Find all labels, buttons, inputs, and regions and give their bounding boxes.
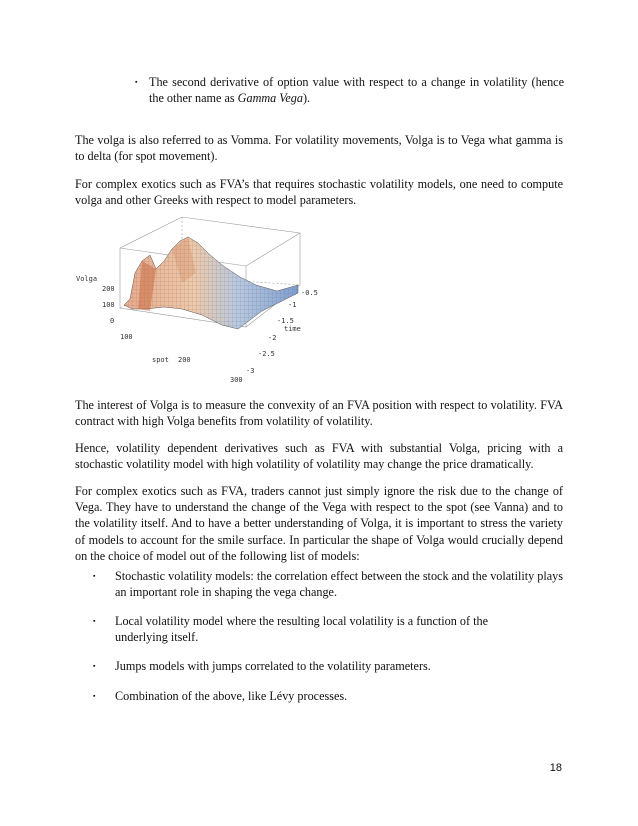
bullet-marker: ▪ (93, 617, 96, 625)
y-tick: -3 (246, 367, 255, 375)
top-bullet-text: The second derivative of option value with respect to a change in volatility (hence the other name as Gamma Vega). (149, 75, 564, 106)
model-bullet (93, 613, 563, 645)
model-bullet (93, 688, 563, 704)
y-tick: -0.5 (301, 289, 318, 297)
z-tick: 100 (102, 301, 115, 309)
model-bullet (93, 658, 563, 674)
volga-surface-figure (72, 213, 332, 385)
y-tick: -2.5 (258, 350, 275, 358)
x-tick: 100 (120, 333, 133, 341)
x-tick: 300 (230, 376, 243, 384)
bullet-marker: ▪ (135, 78, 138, 86)
x-axis-label: spot (152, 356, 169, 364)
model-bullet-text: Combination of the above, like Lévy processes. (115, 689, 348, 703)
paragraph-stochastic-volatility: For complex exotics such as FVA’s that requires stochastic volatility models, one need to compute volga and other Greeks with respect to model parameters. (75, 177, 563, 208)
model-bullet-text: Jumps models with jumps correlated to the volatility parameters. (115, 659, 431, 673)
z-axis-label: Volga (76, 275, 98, 283)
model-bullet-text: Stochastic volatility models: the correlation effect between the stock and the volatility plays an important role in shaping the vega change. (115, 569, 563, 600)
top-bullet (135, 74, 564, 106)
y-axis-label: time (284, 325, 301, 333)
model-bullet-text: Local volatility model where the resulting local volatility is a function of the underlying itself. (115, 614, 488, 645)
page-number: 18 (549, 762, 562, 774)
paragraph-vomma: The volga is also referred to as Vomma. For volatility movements, Volga is to Vega what gamma is to delta (for spot movement). (75, 133, 563, 164)
bullet-marker: ▪ (93, 572, 96, 580)
bullet-marker: ▪ (93, 692, 96, 700)
bullet-marker: ▪ (93, 662, 96, 670)
y-tick: -1.5 (277, 317, 294, 325)
paragraph-volatility-dependent: Hence, volatility dependent derivatives such as FVA with substantial Volga, pricing with a stochastic volatility model with high volatility of volatility may change the price dramatically. (75, 441, 563, 472)
y-tick: -2 (268, 334, 277, 342)
z-tick: 200 (102, 285, 115, 293)
paragraph-complex-exotics: For complex exotics such as FVA, traders cannot just simply ignore the risk due to the change of Vega. They have to understand the change of the Vega with respect to the spot (see Vanna) and to the volatility itself. And to have a better understanding of Volga, it is important to stress the variety of models to account for the smile surface. In particular the shape of Volga would crucially depend on the choice of model out of the following list of models: (75, 484, 563, 563)
y-tick: -1 (288, 301, 297, 309)
x-tick: 200 (178, 356, 191, 364)
z-tick: 0 (110, 317, 115, 325)
volga-surface (124, 237, 298, 329)
paragraph-interest-of-volga: The interest of Volga is to measure the convexity of an FVA position with respect to volatility. FVA contract with high Volga benefits from volatility of volatility. (75, 398, 563, 429)
gamma-vega-term: Gamma Vega (237, 91, 303, 106)
model-bullet (93, 568, 563, 600)
